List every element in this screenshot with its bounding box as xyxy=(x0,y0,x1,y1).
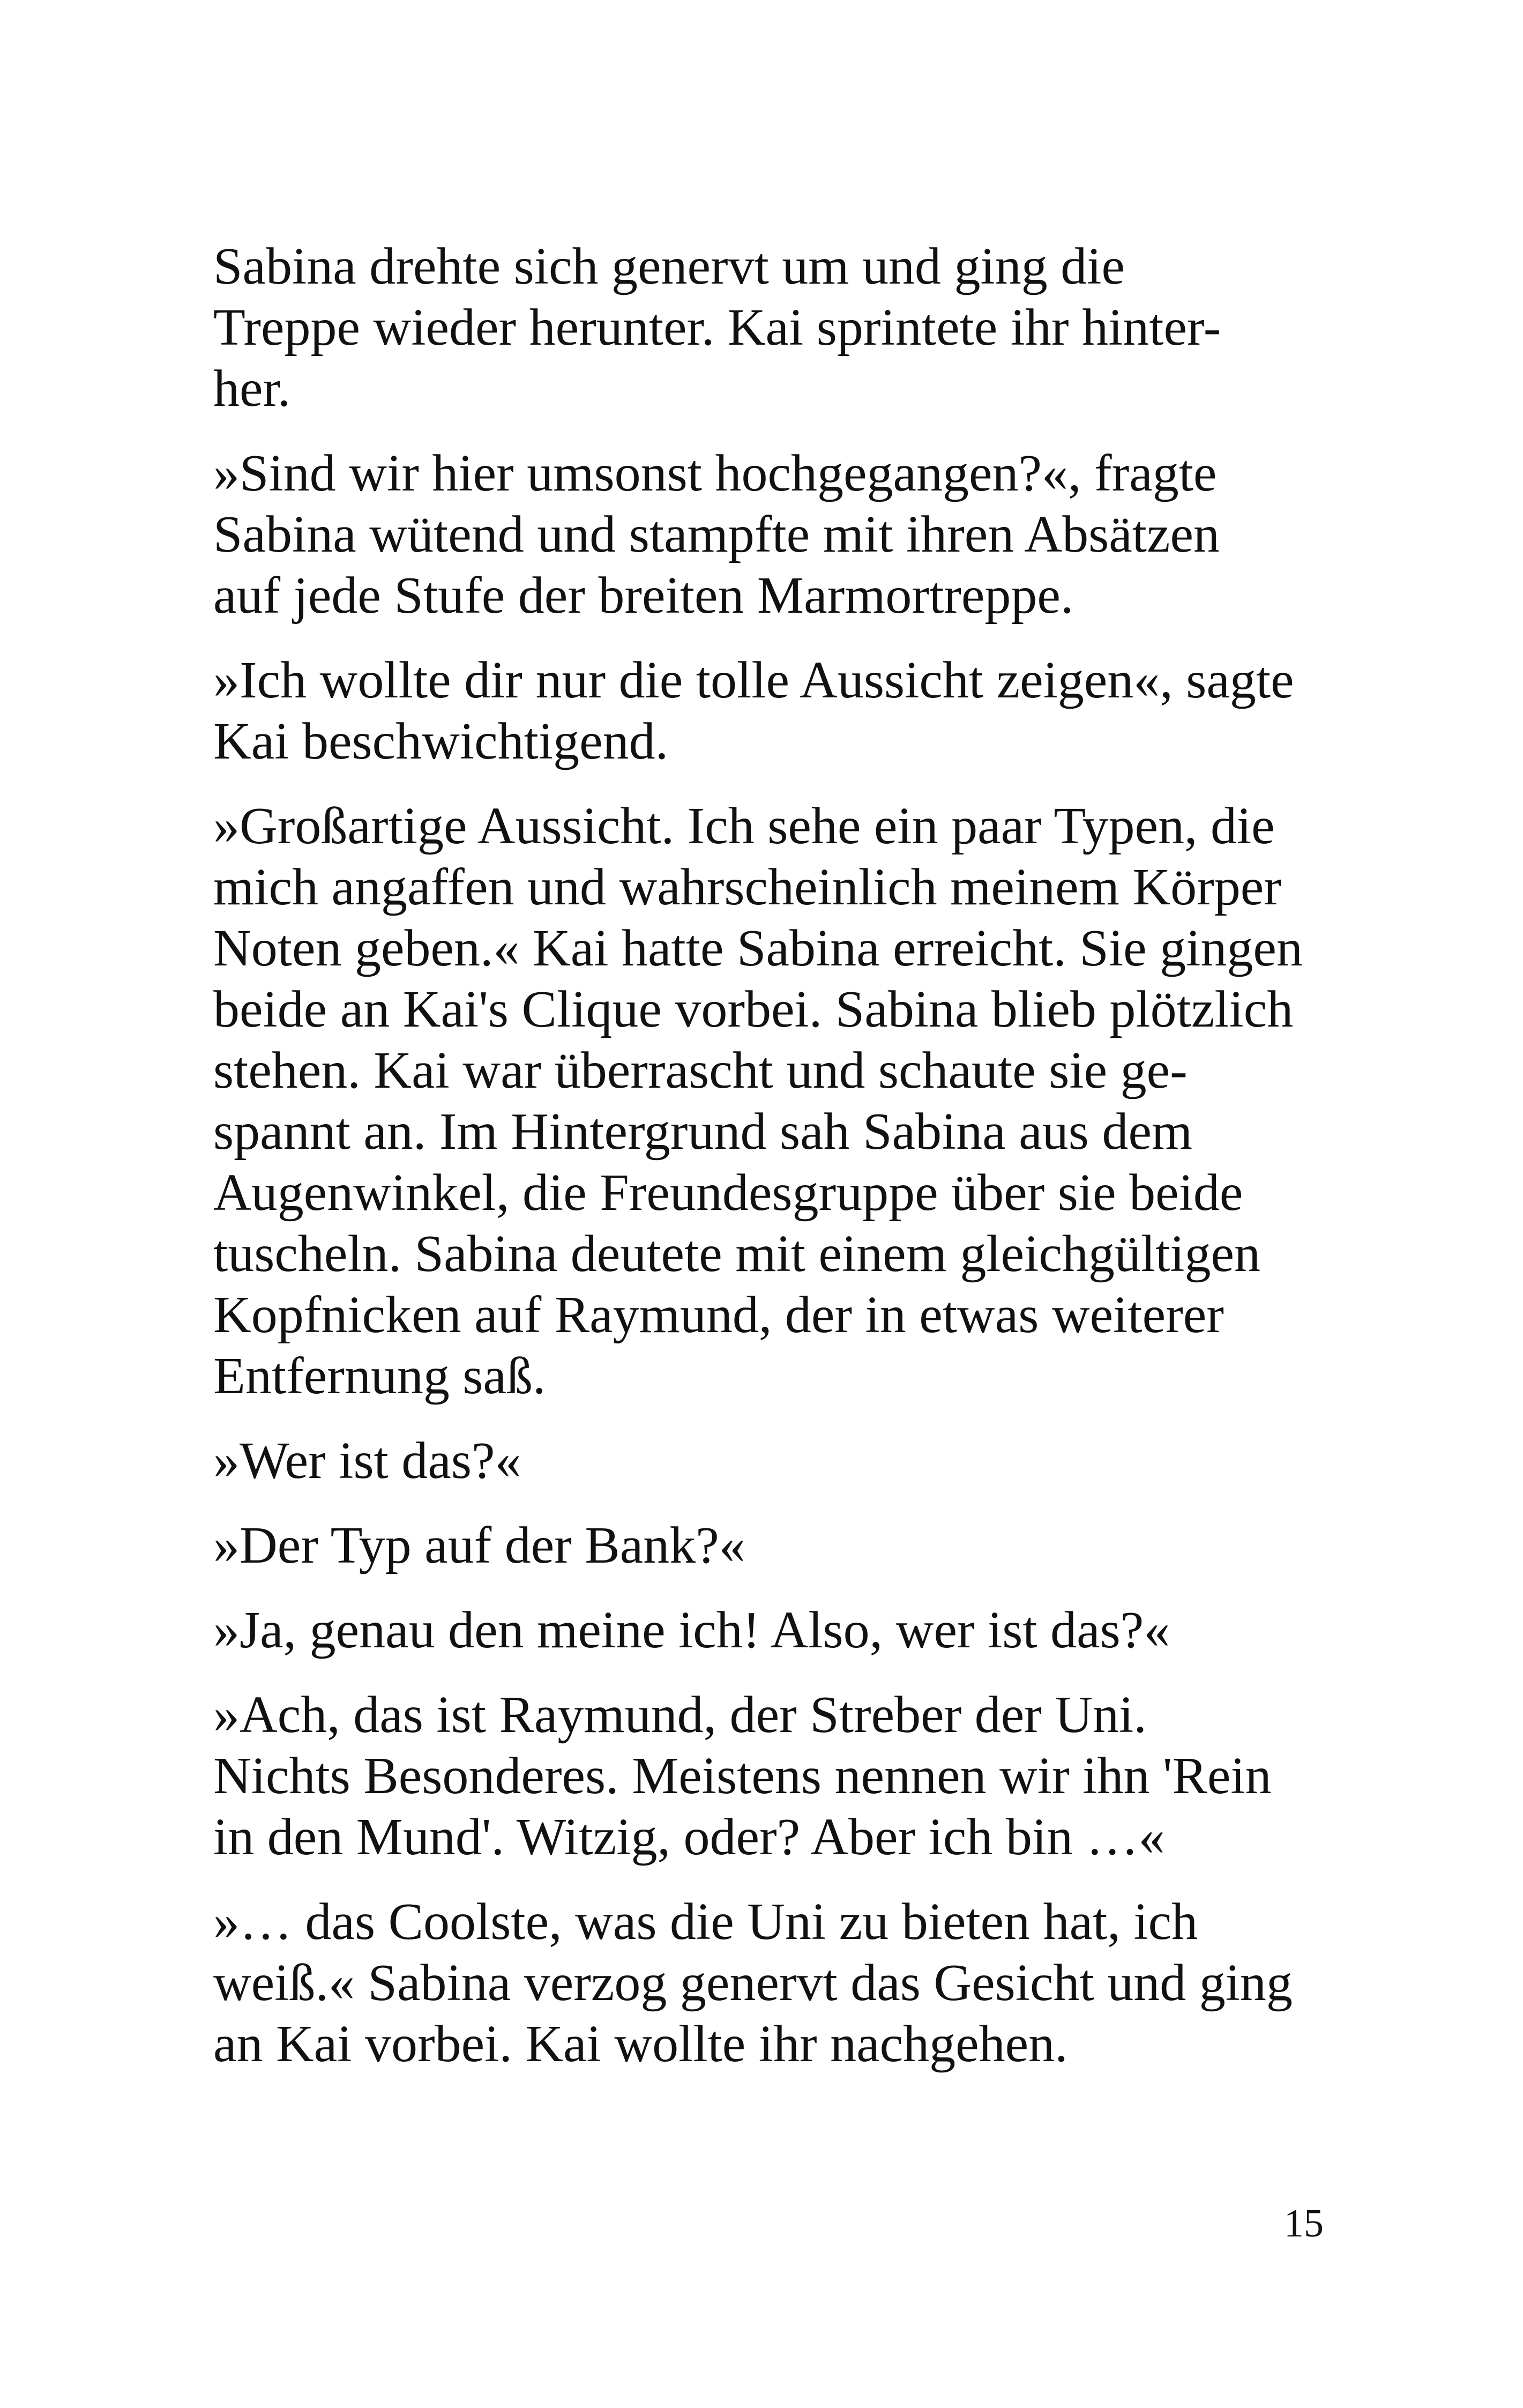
text-line: »Großartige Aussicht. Ich sehe ein paar Typen, die xyxy=(213,797,1275,855)
text-line: Sabina wütend und stampfte mit ihren Absätzen xyxy=(213,506,1220,563)
text-line: Noten geben.« Kai hatte Sabina erreicht. Sie gingen xyxy=(213,919,1303,977)
text-line: Kai beschwichtigend. xyxy=(213,712,669,770)
text-line: Sabina drehte sich genervt um und ging die xyxy=(213,237,1125,295)
text-line: »… das Coolste, was die Uni zu bieten hat, ich xyxy=(213,1893,1198,1951)
paragraph xyxy=(213,1515,1328,1576)
paragraph xyxy=(213,1600,1328,1661)
paragraph xyxy=(213,1891,1328,2075)
text-line: »Wer ist das?« xyxy=(213,1432,521,1490)
paragraph xyxy=(213,443,1328,626)
page-number: 15 xyxy=(1284,2202,1324,2246)
text-line: Augenwinkel, die Freundesgruppe über sie beide xyxy=(213,1164,1243,1222)
paragraph xyxy=(213,1430,1328,1491)
paragraph xyxy=(213,1684,1328,1868)
text-line: Kopfnicken auf Raymund, der in etwas weiterer xyxy=(213,1286,1224,1344)
body-text xyxy=(213,236,1328,2098)
text-line: »Ich wollte dir nur die tolle Aussicht zeigen«, sagte xyxy=(213,651,1294,709)
text-line: Nichts Besonderes. Meistens nennen wir ihn 'Rein xyxy=(213,1747,1272,1805)
text-line: weiß.« Sabina verzog genervt das Gesicht und ging xyxy=(213,1954,1293,2012)
text-line: an Kai vorbei. Kai wollte ihr nachgehen. xyxy=(213,2015,1068,2073)
text-line: her. xyxy=(213,360,291,418)
text-line: auf jede Stufe der breiten Marmortreppe. xyxy=(213,567,1074,625)
text-line: »Sind wir hier umsonst hochgegangen?«, fragte xyxy=(213,444,1217,502)
text-line: in den Mund'. Witzig, oder? Aber ich bin …« xyxy=(213,1808,1165,1866)
text-line: spannt an. Im Hintergrund sah Sabina aus dem xyxy=(213,1103,1193,1161)
text-line: stehen. Kai war überrascht und schaute sie ge- xyxy=(213,1042,1188,1099)
paragraph xyxy=(213,796,1328,1407)
text-line: tuscheln. Sabina deutete mit einem gleichgültigen xyxy=(213,1225,1261,1283)
text-line: beide an Kai's Clique vorbei. Sabina blieb plötzlich xyxy=(213,980,1294,1038)
text-line: Treppe wieder herunter. Kai sprintete ihr hinter- xyxy=(213,299,1221,356)
text-line: »Ja, genau den meine ich! Also, wer ist das?« xyxy=(213,1601,1170,1659)
text-line: Entfernung saß. xyxy=(213,1347,546,1405)
paragraph xyxy=(213,236,1328,419)
text-line: »Ach, das ist Raymund, der Streber der Uni. xyxy=(213,1686,1147,1744)
text-line: »Der Typ auf der Bank?« xyxy=(213,1517,745,1574)
text-line: mich angaffen und wahrscheinlich meinem Körper xyxy=(213,858,1281,916)
paragraph xyxy=(213,650,1328,772)
